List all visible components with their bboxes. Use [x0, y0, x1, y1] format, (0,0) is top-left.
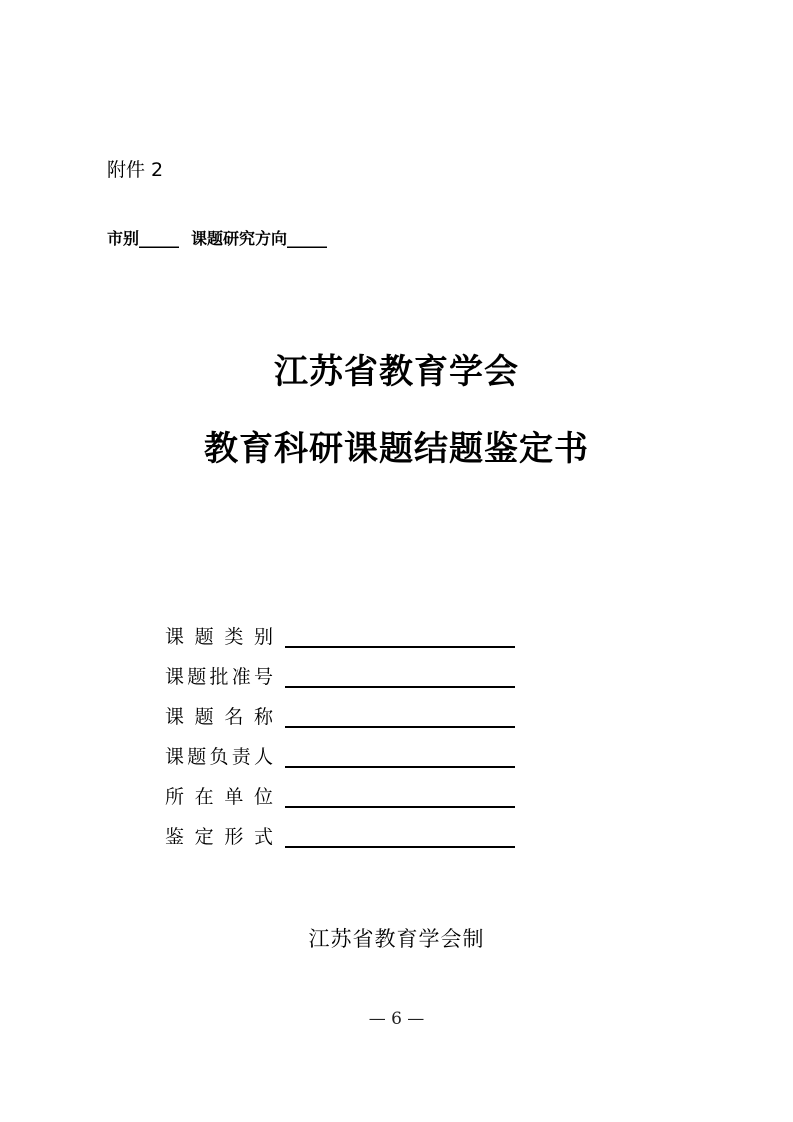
research-direction-blank[interactable]: _____	[287, 229, 328, 248]
form-line-approval-number[interactable]	[285, 662, 515, 688]
form-line-category[interactable]	[285, 622, 515, 648]
title-document: 教育科研课题结题鉴定书	[204, 429, 589, 469]
issuer-label: 江苏省教育学会制	[308, 927, 485, 951]
research-direction-label: 课题研究方向	[191, 229, 288, 248]
form-line-leader[interactable]	[285, 742, 515, 768]
city-label: 市别	[107, 229, 140, 248]
header-fields	[107, 227, 327, 251]
form-row-category	[165, 610, 535, 650]
form-label-approval-number: 课题批准号	[165, 666, 275, 688]
form-row-name	[165, 690, 535, 730]
form-label-category: 课题类别	[165, 626, 275, 648]
form-label-unit: 所在单位	[165, 786, 275, 808]
form-label-leader: 课题负责人	[165, 746, 275, 768]
city-blank[interactable]: _____	[139, 229, 180, 248]
info-form	[165, 610, 535, 850]
form-line-unit[interactable]	[285, 782, 515, 808]
page-number: — 6 —	[368, 1009, 425, 1029]
form-line-evaluation-form[interactable]	[285, 822, 515, 848]
form-row-unit	[165, 770, 535, 810]
title-organization: 江苏省教育学会	[274, 352, 519, 392]
form-label-name: 课题名称	[165, 706, 275, 728]
attachment-label: 附件 2	[107, 159, 164, 181]
form-line-name[interactable]	[285, 702, 515, 728]
form-label-evaluation-form: 鉴定形式	[165, 826, 275, 848]
form-row-approval-number	[165, 650, 535, 690]
form-row-evaluation-form	[165, 810, 535, 850]
form-row-leader	[165, 730, 535, 770]
